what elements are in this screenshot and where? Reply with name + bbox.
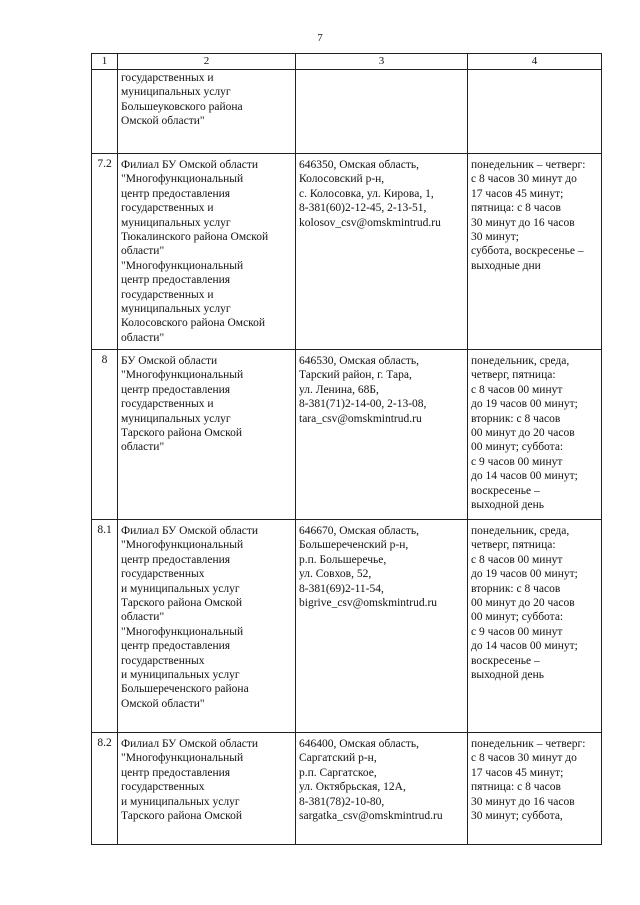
- address-contacts-line: Большереченский р-н,: [299, 539, 409, 552]
- address-contacts-cell: [296, 350, 468, 520]
- working-hours-line: 30 минут до 16 часов: [471, 216, 575, 229]
- organization-name-line: области": [121, 611, 165, 624]
- address-contacts-cell: [296, 520, 468, 733]
- table-row: [92, 733, 602, 845]
- working-hours-line: с 8 часов 30 минут до: [471, 752, 577, 765]
- organization-name-line: государственных: [121, 568, 205, 581]
- address-contacts-line: tara_csv@omskmintrud.ru: [299, 412, 422, 425]
- row-number: 7.2: [92, 154, 118, 350]
- column-header: 4: [468, 54, 602, 70]
- organization-name-line: области": [121, 331, 165, 344]
- address-contacts-line: ул. Октябрьская, 12А,: [299, 781, 406, 794]
- address-contacts-cell: [296, 733, 468, 845]
- organization-name-line: "Многофункциональный: [121, 369, 244, 382]
- column-header: 1: [92, 54, 118, 70]
- organization-name-line: и муниципальных услуг: [121, 582, 240, 595]
- organization-name-line: "Многофункциональный: [121, 539, 244, 552]
- address-contacts-line: ул. Ленина, 68Б,: [299, 383, 379, 396]
- organization-name-line: центр предоставления: [121, 274, 231, 287]
- working-hours-line: понедельник – четверг:: [471, 738, 586, 750]
- organization-name-line: Тарского района Омской: [121, 810, 242, 823]
- address-contacts-line: 646530, Омская область,: [299, 355, 420, 367]
- organization-name-line: "Многофункциональный: [121, 625, 244, 638]
- working-hours-line: выходной день: [471, 669, 545, 682]
- working-hours-cell: [468, 733, 602, 845]
- organization-name-line: государственных: [121, 654, 205, 667]
- working-hours-line: до 19 часов 00 минут;: [471, 398, 578, 411]
- organization-name-line: Тарского района Омской: [121, 427, 242, 440]
- organization-name-line: муниципальных услуг: [121, 303, 231, 316]
- working-hours-line: 17 часов 45 минут;: [471, 766, 564, 779]
- working-hours-line: 00 минут; суббота:: [471, 611, 564, 624]
- organization-name-line: государственных и: [121, 202, 214, 215]
- row-number: 8.2: [92, 733, 118, 845]
- working-hours-cell: [468, 154, 602, 350]
- address-contacts-line: kolosov_csv@omskmintrud.ru: [299, 216, 441, 229]
- address-contacts-cell: [296, 154, 468, 350]
- organization-name-line: центр предоставления: [121, 553, 231, 566]
- organization-name-cell: [118, 733, 296, 845]
- column-header: 2: [118, 54, 296, 70]
- organization-name-line: государственных и: [121, 398, 214, 411]
- organization-name-line: Филиал БУ Омской области: [121, 525, 259, 537]
- working-hours-line: пятница: с 8 часов: [471, 202, 561, 215]
- working-hours-line: с 8 часов 00 минут: [471, 383, 563, 396]
- organization-name-line: государственных: [121, 781, 205, 794]
- working-hours-line: понедельник – четверг:: [471, 159, 586, 171]
- page-number: 7: [317, 32, 323, 44]
- working-hours-line: с 8 часов 00 минут: [471, 553, 563, 566]
- organization-name-line: Филиал БУ Омской области: [121, 738, 259, 750]
- working-hours-line: вторник: с 8 часов: [471, 412, 561, 425]
- working-hours-cell: [468, 520, 602, 733]
- header-row: [92, 54, 602, 70]
- organization-name-line: "Многофункциональный: [121, 259, 244, 272]
- working-hours-line: 17 часов 45 минут;: [471, 187, 564, 200]
- address-contacts-line: 8-381(71)2-14-00, 2-13-08,: [299, 398, 427, 411]
- address-contacts-line: ул. Совхов, 52,: [299, 568, 372, 581]
- address-contacts-line: Тарский район, г. Тара,: [299, 369, 412, 382]
- table-row: [92, 154, 602, 350]
- organization-name-line: муниципальных услуг: [121, 412, 231, 425]
- working-hours-line: понедельник, среда,: [471, 355, 570, 367]
- organization-name-line: государственных и: [121, 72, 214, 84]
- working-hours-line: выходные дни: [471, 259, 541, 272]
- organization-name-line: Колосовского района Омской: [121, 317, 266, 330]
- organization-name-line: муниципальных услуг: [121, 86, 231, 99]
- working-hours-cell: [468, 70, 602, 154]
- working-hours-line: до 19 часов 00 минут;: [471, 568, 578, 581]
- organization-name-line: центр предоставления: [121, 766, 231, 779]
- working-hours-line: до 14 часов 00 минут;: [471, 470, 578, 483]
- address-contacts-line: р.п. Большеречье,: [299, 553, 387, 566]
- address-contacts-line: bigrive_csv@omskmintrud.ru: [299, 597, 438, 610]
- address-contacts-line: Саргатский р-н,: [299, 752, 377, 765]
- table-row: [92, 520, 602, 733]
- organization-name-cell: [118, 154, 296, 350]
- working-hours-line: вторник: с 8 часов: [471, 582, 561, 595]
- organization-name-line: Тюкалинского района Омской: [121, 231, 269, 244]
- working-hours-line: 00 минут до 20 часов: [471, 427, 575, 440]
- working-hours-line: понедельник, среда,: [471, 525, 570, 537]
- table-row: [92, 70, 602, 154]
- address-contacts-line: 8-381(78)2-10-80,: [299, 795, 385, 808]
- working-hours-line: суббота, воскресенье –: [471, 245, 584, 258]
- address-contacts-line: 646400, Омская область,: [299, 738, 420, 750]
- organization-name-line: центр предоставления: [121, 383, 231, 396]
- organization-name-line: области": [121, 245, 165, 258]
- organization-name-line: муниципальных услуг: [121, 216, 231, 229]
- organization-name-line: центр предоставления: [121, 187, 231, 200]
- working-hours-line: с 9 часов 00 минут: [471, 625, 563, 638]
- address-contacts-line: 646350, Омская область,: [299, 159, 420, 171]
- organization-name-line: и муниципальных услуг: [121, 795, 240, 808]
- working-hours-line: до 14 часов 00 минут;: [471, 640, 578, 653]
- working-hours-line: с 8 часов 30 минут до: [471, 173, 577, 186]
- working-hours-line: 00 минут; суббота:: [471, 441, 564, 454]
- column-header: 3: [296, 54, 468, 70]
- working-hours-line: с 9 часов 00 минут: [471, 455, 563, 468]
- row-number: [92, 70, 118, 154]
- working-hours-line: 30 минут;: [471, 231, 519, 244]
- working-hours-line: четверг, пятница:: [471, 539, 556, 552]
- organization-name-line: БУ Омской области: [121, 355, 218, 367]
- row-number: 8: [92, 350, 118, 520]
- organization-name-line: Омской области": [121, 115, 205, 128]
- branches-table: [91, 53, 602, 845]
- organization-name-line: Омской области": [121, 697, 205, 710]
- organization-name-cell: [118, 70, 296, 154]
- working-hours-line: 30 минут; суббота,: [471, 810, 563, 823]
- working-hours-line: выходной день: [471, 499, 545, 512]
- organization-name-line: Филиал БУ Омской области: [121, 159, 259, 171]
- organization-name-line: области": [121, 441, 165, 454]
- working-hours-line: воскресенье –: [471, 484, 540, 497]
- table-row: [92, 350, 602, 520]
- organization-name-line: "Многофункциональный: [121, 173, 244, 186]
- working-hours-line: 30 минут до 16 часов: [471, 795, 575, 808]
- organization-name-line: государственных и: [121, 288, 214, 301]
- address-contacts-line: sargatka_csv@omskmintrud.ru: [299, 810, 443, 823]
- address-contacts-line: с. Колосовка, ул. Кирова, 1,: [299, 187, 434, 200]
- organization-name-line: центр предоставления: [121, 640, 231, 653]
- address-contacts-line: Колосовский р-н,: [299, 173, 385, 186]
- working-hours-line: пятница: с 8 часов: [471, 781, 561, 794]
- address-contacts-line: 646670, Омская область,: [299, 525, 420, 537]
- organization-name-line: Тарского района Омской: [121, 597, 242, 610]
- address-contacts-line: 8-381(69)2-11-54,: [299, 582, 384, 595]
- organization-name-line: Большеуковского района: [121, 100, 243, 113]
- working-hours-cell: [468, 350, 602, 520]
- working-hours-line: 00 минут до 20 часов: [471, 597, 575, 610]
- organization-name-cell: [118, 520, 296, 733]
- organization-name-line: "Многофункциональный: [121, 752, 244, 765]
- organization-name-line: и муниципальных услуг: [121, 669, 240, 682]
- address-contacts-line: р.п. Саргатское,: [299, 766, 377, 779]
- organization-name-line: Большереченского района: [121, 683, 249, 696]
- row-number: 8.1: [92, 520, 118, 733]
- address-contacts-line: 8-381(60)2-12-45, 2-13-51,: [299, 202, 427, 215]
- working-hours-line: четверг, пятница:: [471, 369, 556, 382]
- working-hours-line: воскресенье –: [471, 654, 540, 667]
- address-contacts-cell: [296, 70, 468, 154]
- organization-name-cell: [118, 350, 296, 520]
